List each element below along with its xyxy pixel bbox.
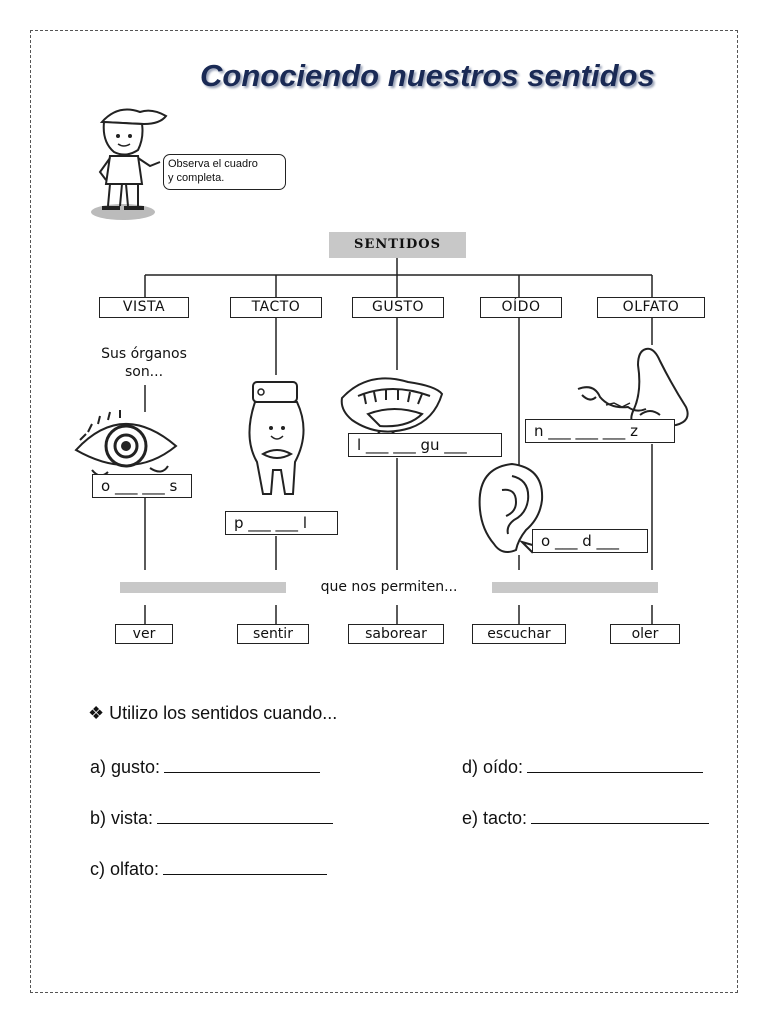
verb-sentir: sentir <box>237 624 309 644</box>
question-b-label: b) vista: <box>90 808 154 828</box>
speech-line-2: y completa. <box>168 172 225 184</box>
category-tacto: TACTO <box>230 297 322 318</box>
verb-saborear: saborear <box>348 624 444 644</box>
hand-illustration <box>243 378 315 500</box>
answer-line-d[interactable] <box>527 756 703 773</box>
organs-intro-line-2: son... <box>124 364 164 380</box>
category-vista: VISTA <box>99 297 189 318</box>
question-a <box>90 756 320 778</box>
blank-nariz: n ___ ___ ___ z <box>525 419 675 443</box>
question-c-label: c) olfato: <box>90 859 160 879</box>
question-e <box>462 807 709 829</box>
connector-bar-left <box>120 582 286 593</box>
exercise-intro: ❖ Utilizo los sentidos cuando... <box>88 703 338 723</box>
category-olfato: OLFATO <box>597 297 705 318</box>
verb-oler: oler <box>610 624 680 644</box>
blank-lengua: l ___ ___ gu ___ <box>348 433 502 457</box>
answer-line-e[interactable] <box>531 807 709 824</box>
blank-ojos: o ___ ___ s <box>92 474 192 498</box>
question-c <box>90 858 327 880</box>
answer-line-b[interactable] <box>157 807 333 824</box>
page-title: Conociendo nuestros sentidos <box>200 58 655 93</box>
connector-bar-right <box>492 582 658 593</box>
question-d <box>462 756 703 778</box>
verb-escuchar: escuchar <box>472 624 566 644</box>
question-b <box>90 807 333 829</box>
question-a-label: a) gusto: <box>90 757 161 777</box>
organs-intro <box>84 345 204 381</box>
question-d-label: d) oído: <box>462 757 524 777</box>
connector-text: que nos permiten... <box>320 579 458 595</box>
question-e-label: e) tacto: <box>462 808 528 828</box>
speech-line-1: Observa el cuadro <box>168 158 258 170</box>
answer-line-c[interactable] <box>163 858 327 875</box>
verb-ver: ver <box>115 624 173 644</box>
organs-intro-line-1: Sus órganos <box>101 346 187 362</box>
answer-line-a[interactable] <box>164 756 320 773</box>
sentidos-root: SENTIDOS <box>329 232 466 258</box>
blank-piel: p ___ ___ l <box>225 511 338 535</box>
category-oido: OÍDO <box>480 297 562 318</box>
category-gusto: GUSTO <box>352 297 444 318</box>
blank-oidos: o ___ d ___ <box>532 529 648 553</box>
mouth-illustration <box>338 374 450 442</box>
